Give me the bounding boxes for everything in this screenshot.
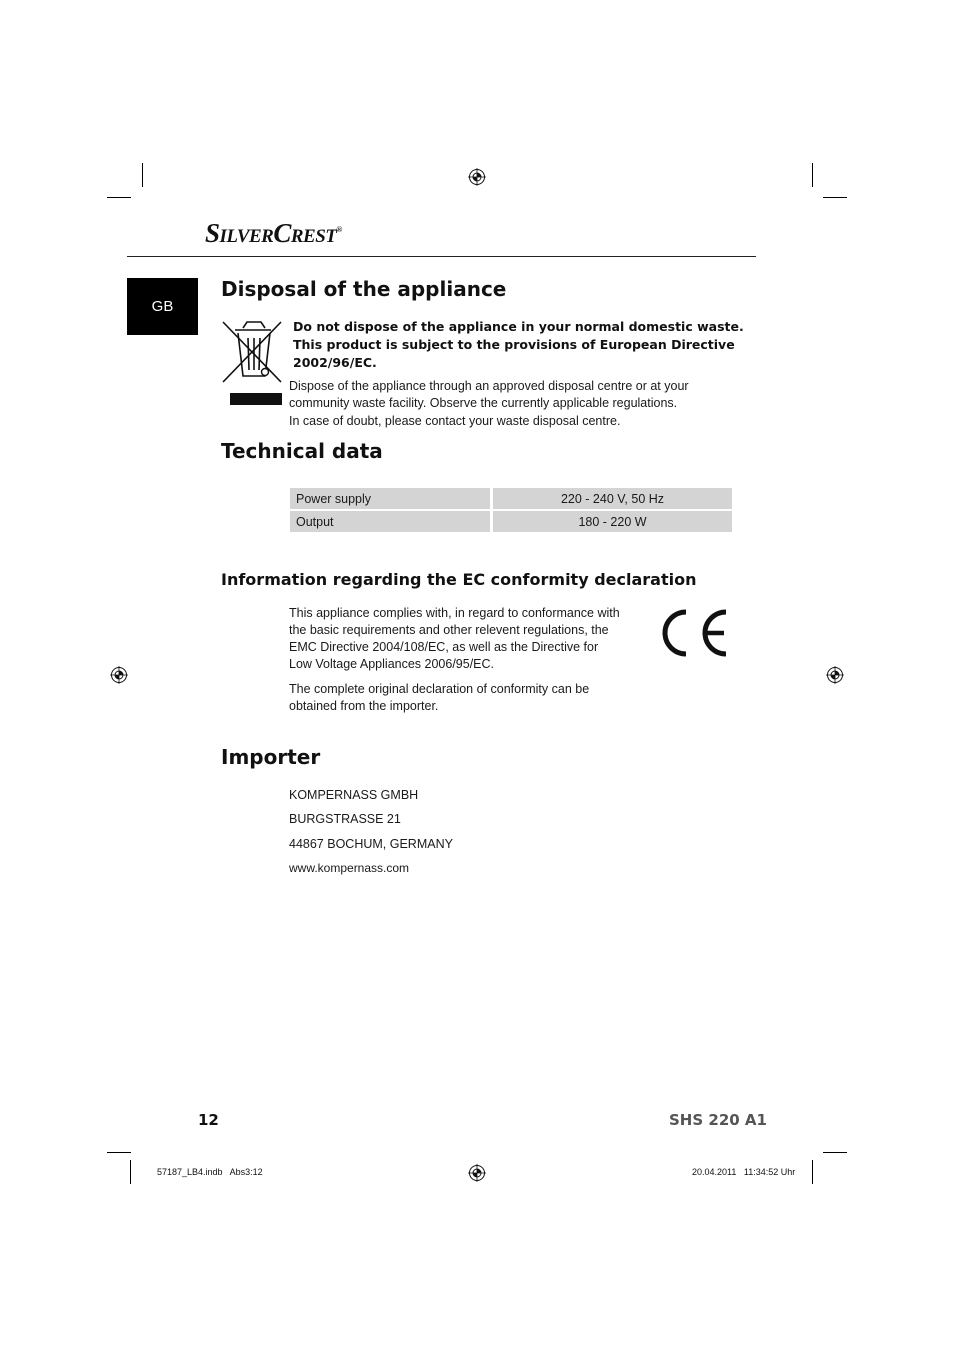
language-tab: GB — [127, 278, 198, 335]
warning-line: 2002/96/EC. — [293, 355, 377, 370]
importer-city: 44867 BOCHUM, GERMANY — [289, 837, 453, 851]
importer-website: www.kompernass.com — [289, 861, 410, 875]
registration-mark-icon — [468, 1164, 486, 1182]
importer-street: BURGSTRASSE 21 — [289, 812, 401, 826]
table-row — [290, 488, 732, 509]
model-number: SHS 220 A1 — [669, 1111, 767, 1129]
table-cell-label: Power supply — [290, 488, 490, 509]
disposal-heading: Disposal of the appliance — [221, 277, 507, 301]
table-cell-value: 180 - 220 W — [490, 511, 732, 532]
technical-data-table — [290, 486, 732, 534]
paragraph-line: This appliance complies with, in regard to conformance with — [289, 606, 620, 620]
svg-text:CE: CE — [656, 606, 658, 607]
registration-mark-icon — [826, 666, 844, 684]
crop-mark — [812, 1160, 813, 1184]
ec-paragraph-2 — [289, 681, 589, 715]
registration-mark-icon — [110, 666, 128, 684]
table-cell-label: Output — [290, 511, 490, 532]
crossed-out-bin-icon — [221, 318, 283, 408]
crop-mark — [107, 197, 131, 198]
paragraph-line: the basic requirements and other relevent regulations, the — [289, 623, 609, 637]
crop-mark — [823, 197, 847, 198]
paragraph-line: EMC Directive 2004/108/EC, as well as the Directive for — [289, 640, 599, 654]
body-line: In case of doubt, please contact your waste disposal centre. — [289, 414, 621, 428]
print-file-info: 57187_LB4.indb Abs3:12 — [157, 1167, 263, 1177]
print-date-info: 20.04.2011 11:34:52 Uhr — [692, 1167, 796, 1177]
technical-data-heading: Technical data — [221, 439, 383, 463]
disposal-body — [289, 378, 689, 430]
body-line: community waste facility. Observe the currently applicable regulations. — [289, 396, 678, 410]
importer-heading: Importer — [221, 745, 321, 769]
warning-line: This product is subject to the provisions of European Directive — [293, 337, 735, 352]
paragraph-line: The complete original declaration of conformity can be — [289, 682, 590, 696]
brand-logo: SILVERCREST® — [205, 218, 342, 248]
table-row — [290, 511, 732, 532]
ec-conformity-heading: Information regarding the EC conformity declaration — [221, 570, 697, 589]
body-line: Dispose of the appliance through an approved disposal centre or at your — [289, 379, 689, 393]
table-cell-value: 220 - 240 V, 50 Hz — [490, 488, 732, 509]
paragraph-line: obtained from the importer. — [289, 699, 439, 713]
crop-mark — [823, 1152, 847, 1153]
crop-mark — [812, 163, 813, 187]
header-rule — [127, 256, 756, 257]
ec-paragraph-1 — [289, 605, 620, 673]
ce-mark-icon — [656, 606, 730, 660]
crop-mark — [130, 1160, 131, 1184]
registration-mark-icon — [468, 168, 486, 186]
warning-line: Do not dispose of the appliance in your normal domestic waste. — [293, 319, 744, 334]
importer-name: KOMPERNASS GMBH — [289, 788, 419, 802]
page-number: 12 — [198, 1111, 219, 1129]
crop-mark — [142, 163, 143, 187]
disposal-warning — [293, 318, 744, 372]
crop-mark — [107, 1152, 131, 1153]
paragraph-line: Low Voltage Appliances 2006/95/EC. — [289, 657, 495, 671]
